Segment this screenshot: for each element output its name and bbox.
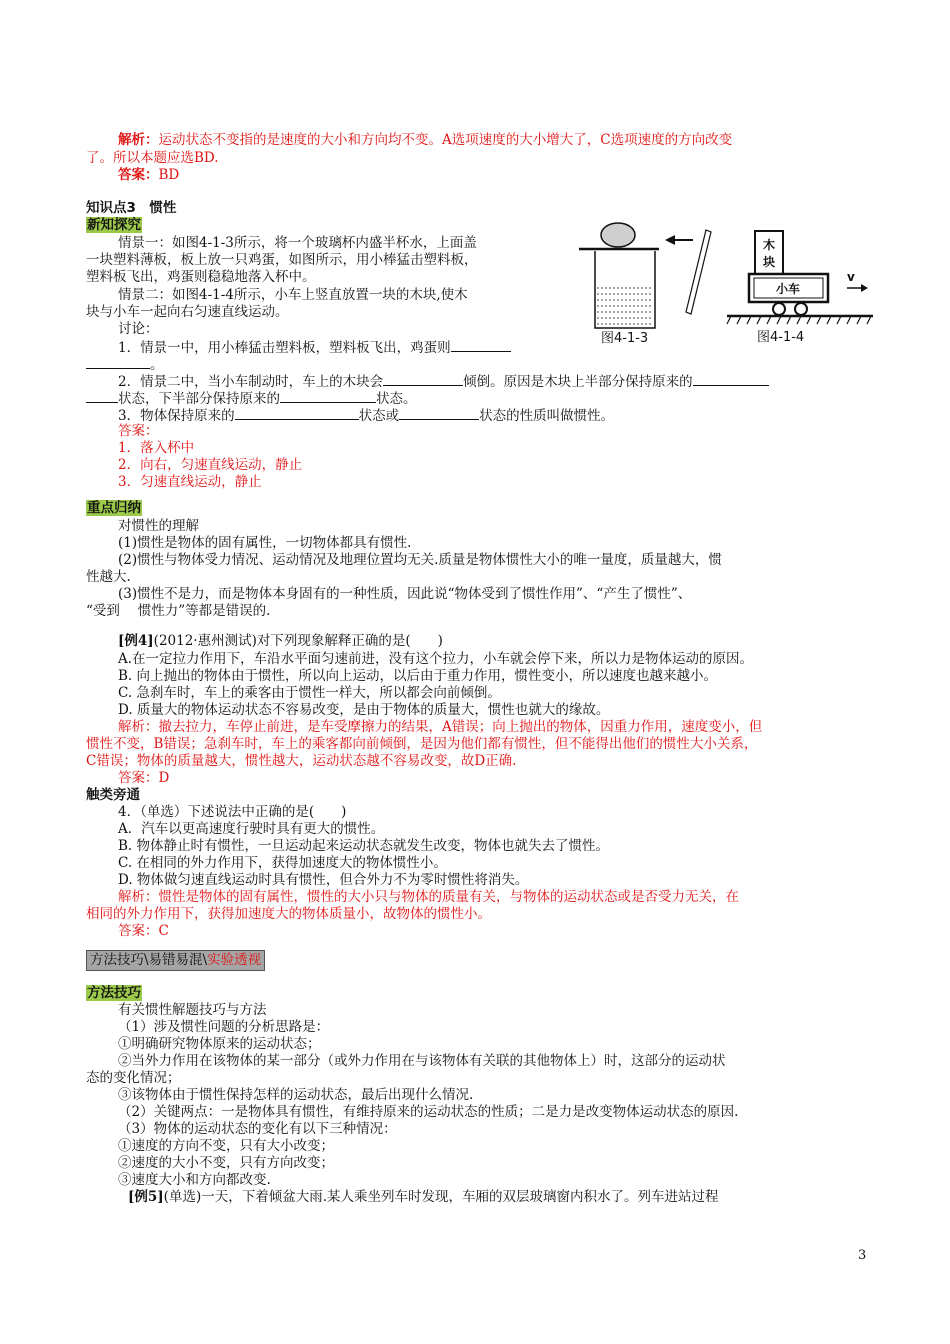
chulei-heading: 触类旁通 — [86, 787, 140, 803]
scene2-line-1: 情景二：如图4-1-4所示，小车上竖直放置一块的木块,使木 — [118, 287, 468, 303]
answer-label: 答案： — [118, 167, 159, 183]
example4-option-a: A.在一定拉力作用下，车沿水平面匀速前进，没有这个拉力，小车就会停下来，所以力是物体运动的原因。 — [118, 651, 754, 667]
question-3-text-b: 状态或 — [358, 408, 400, 424]
example4-option-d: D. 质量大的物体运动状态不容易改变，是由于物体的质量大，惯性也就大的缘故。 — [118, 702, 610, 718]
question-1-text: 1．情景一中，用小棒猛击塑料板，塑料板飞出，鸡蛋则 — [118, 340, 451, 356]
question-2-text-b: 倾倒。原因是木块上半部分保持原来的 — [463, 374, 693, 390]
fangfa-l7: ①速度的方向不变，只有大小改变； — [118, 1138, 334, 1154]
fangfa-l9: ③速度大小和方向都改变. — [118, 1172, 271, 1188]
fangfa-l3a: ②当外力作用在该物体的某一部分（或外力作用在与该物体有关联的其他物体上）时，这部分的运动状 — [118, 1053, 726, 1069]
fangfa-l6: （3）物体的运动状态的变化有以下三种情况： — [118, 1121, 397, 1137]
analysis-line-2: 了。所以本题应选BD. — [86, 150, 219, 166]
answer-1: 1．落入杯中 — [118, 440, 195, 456]
question-3-text-a: 3．物体保持原来的 — [118, 408, 235, 424]
fangfa-l3b: 态的变化情况； — [86, 1070, 181, 1086]
velocity-label: v — [847, 270, 855, 284]
chulei-analysis-2: 相同的外力作用下，获得加速度大的物体质量小，故物体的惯性小。 — [86, 906, 491, 922]
blank-2a — [383, 372, 463, 386]
question-3 — [118, 406, 614, 425]
example4-stem — [118, 633, 443, 650]
analysis-label: 解析： — [118, 132, 159, 148]
zhongdian-p2a: (2)惯性与物体受力情况、运动情况及地理位置均无关.质量是物体惯性大小的唯一量度，质量越大，惯 — [118, 552, 722, 568]
scene1-line-3: 塑料板飞出，鸡蛋则稳稳地落入杯中。 — [86, 269, 316, 285]
answers-label: 答案： — [118, 423, 159, 439]
answer-line — [118, 167, 179, 184]
chulei-option-a: A．汽车以更高速度行驶时具有更大的惯性。 — [118, 821, 385, 837]
chulei-analysis-1: 解析：惯性是物体的固有属性，惯性的大小只与物体的质量有关，与物体的运动状态或是否受力无关，在 — [118, 889, 739, 905]
figure-4-1-4-caption: 图4-1-4 — [757, 330, 805, 345]
fangfa-l1: （1）涉及惯性问题的分析思路是： — [118, 1019, 330, 1035]
chulei-option-b: B. 物体静止时有惯性，一旦运动起来运动状态就发生改变，物体也就失去了惯性。 — [118, 838, 610, 854]
example4-analysis-3: C错误；物体的质量越大，惯性越大，运动状态越不容易改变，故D正确. — [86, 753, 517, 769]
blank-2b — [693, 372, 769, 386]
zhongdian-p3a: (3)惯性不是力，而是物体本身固有的一种性质，因此说“物体受到了惯性作用”、“产生了惯性”、 — [118, 586, 692, 602]
blank-2c — [86, 389, 118, 403]
chulei-option-d: D. 物体做匀速直线运动时具有惯性，但合外力不为零时惯性将消失。 — [118, 872, 529, 888]
blank-1b — [86, 355, 150, 369]
chulei-option-c: C. 在相同的外力作用下，获得加速度大的物体惯性小。 — [118, 855, 447, 871]
question-2-text-a: 2．情景二中，当小车制动时，车上的木块会 — [118, 374, 384, 390]
example4-stem-text: (2012·惠州测试)对下列现象解释正确的是( ) — [153, 633, 443, 649]
discuss-label: 讨论： — [118, 321, 159, 337]
answer-text: BD — [158, 167, 180, 183]
fangfa-l5: （2）关键两点：一是物体具有惯性，有维持原来的运动状态的性质；二是力是改变物体运动状态的原因. — [118, 1104, 739, 1120]
example4-analysis-2: 惯性不变，B错误；急刹车时，车上的乘客都向前倾倒，是因为他们都有惯性，但不能得出他们的惯性大小关系， — [86, 736, 758, 752]
figure-4-1-3 — [575, 218, 725, 346]
figure-4-1-4 — [725, 225, 875, 345]
cart-label: 小车 — [775, 282, 801, 296]
blank-1 — [451, 338, 511, 352]
fangfa-l8: ②速度的大小不变，只有方向改变； — [118, 1155, 334, 1171]
tabs-highlight: 实验透视 — [207, 952, 262, 968]
example4-label: [例4] — [118, 633, 154, 649]
answer-3: 3．匀速直线运动，静止 — [118, 474, 262, 490]
fangfa-l2: ①明确研究物体原来的运动状态； — [118, 1036, 321, 1052]
zhongdian-p3b: “受到 惯性力”等都是错误的. — [86, 603, 271, 619]
block-label-1: 木 — [762, 238, 776, 252]
fangfa-heading — [86, 985, 142, 1002]
zhongdian-heading — [86, 500, 142, 517]
analysis-text-1: 运动状态不变指的是速度的大小和方向均不变。A选项速度的大小增大了，C选项速度的方向改变 — [158, 132, 733, 148]
fangfa-label: 方法技巧 — [87, 985, 141, 1001]
egg — [601, 223, 635, 247]
wheel-left — [773, 303, 785, 315]
block-label-2: 块 — [762, 255, 776, 269]
question-2-text-d: 状态。 — [376, 391, 417, 407]
chulei-answer: 答案：C — [118, 923, 169, 939]
chulei-stem: 4．（单选）下述说法中正确的是( ) — [118, 804, 347, 820]
analysis-line-1 — [118, 132, 732, 149]
tabs-text: 方法技巧\易错易混\ — [90, 952, 208, 968]
answer-2: 2．向右，匀速直线运动，静止 — [118, 457, 303, 473]
question-3-text-c: 状态的性质叫做惯性。 — [479, 408, 615, 424]
figure-4-1-3-caption: 图4-1-3 — [601, 331, 649, 346]
zhongdian-p1: (1)惯性是物体的固有属性，一切物体都具有惯性. — [118, 535, 412, 551]
example4-option-c: C. 急刹车时，车上的乘客由于惯性一样大，所以都会向前倾倒。 — [118, 685, 501, 701]
page-number: 3 — [858, 1248, 867, 1263]
example5-stem — [128, 1189, 719, 1206]
section-tabs — [86, 950, 265, 971]
example4-answer: 答案：D — [118, 770, 170, 786]
blank-3b — [399, 406, 479, 420]
question-1 — [118, 338, 511, 357]
example5-label: [例5] — [128, 1189, 164, 1205]
fangfa-l4: ③该物体由于惯性保持怎样的运动状态，最后出现什么情况. — [118, 1087, 474, 1103]
section-title: 知识点3 惯性 — [86, 200, 177, 216]
scene1-line-1: 情景一：如图4-1-3所示，将一个玻璃杯内盛半杯水，上面盖 — [118, 235, 477, 251]
zhongdian-p2b: 性越大. — [86, 569, 131, 585]
question-1-cont: 。 — [86, 355, 164, 374]
blank-2d — [280, 389, 376, 403]
blank-3a — [235, 406, 359, 420]
wheel-right — [795, 303, 807, 315]
fangfa-intro: 有关惯性解题技巧与方法 — [118, 1002, 267, 1018]
scene1-line-2: 一块塑料薄板，板上放一只鸡蛋，如图所示，用小棒猛击塑料板， — [86, 252, 478, 268]
example4-option-b: B. 向上抛出的物体由于惯性，所以向上运动，以后由于重力作用，惯性变小，所以速度也越来越小。 — [118, 668, 718, 684]
xinzhi-heading — [86, 217, 142, 234]
question-2-text-c: 状态，下半部分保持原来的 — [118, 391, 280, 407]
example4-analysis-1: 解析：撤去拉力，车停止前进，是车受摩擦力的结果，A错误；向上抛出的物体，因重力作用，速度变小，但 — [118, 719, 763, 735]
example5-text: (单选)一天，下着倾盆大雨.某人乘坐列车时发现，车厢的双层玻璃窗内积水了。列车进站过程 — [163, 1189, 719, 1205]
xinzhi-label: 新知探究 — [87, 217, 141, 233]
zhongdian-label: 重点归纳 — [87, 500, 141, 516]
zhongdian-intro: 对惯性的理解 — [118, 518, 199, 534]
scene2-line-2: 块与小车一起向右匀速直线运动。 — [86, 304, 289, 320]
